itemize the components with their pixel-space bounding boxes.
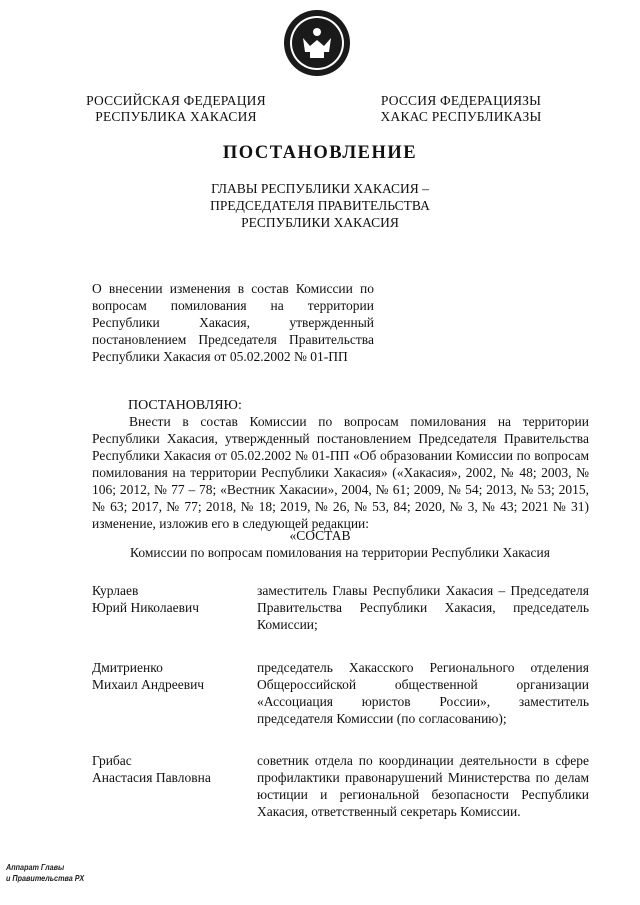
body-paragraph: Внести в состав Комиссии по вопросам помилования на территории Республики Хакасия, утвержденный постановлением Председателя Правительства Республики Хакасия от 05.02.2002 № 01-ПП «Об образовании Комиссии по вопросам помилования на территории Республики Хакасия» («Хакасия», 2002, № 48; 2003, № 106; 2012, № 77 – 78; «Вестник Хакасии», 2004, № 61; 2009, № 54; 2013, № 53; 2015, № 63; 2017, № 77; 2018, № 18; 2019, № 26, № 53, 84; 2020, № 3, № 43; 2021 № 31) изменение, изложив его в следующей редакции: xyxy=(92,414,589,531)
member-surname: Курлаев xyxy=(92,583,139,598)
member-name xyxy=(92,659,242,693)
issuer-line-1: ГЛАВЫ РЕСПУБЛИКИ ХАКАСИЯ – xyxy=(211,181,429,196)
list-heading: «СОСТАВ xyxy=(289,528,351,543)
header-left-line-1: РОССИЙСКАЯ ФЕДЕРАЦИЯ xyxy=(86,93,266,108)
document-type-title: ПОСТАНОВЛЕНИЕ xyxy=(222,143,418,163)
header-left-line-2: РЕСПУБЛИКА ХАКАСИЯ xyxy=(95,109,257,124)
member-given-names: Юрий Николаевич xyxy=(92,600,199,615)
decree-word: ПОСТАНОВЛЯЮ: xyxy=(128,398,242,413)
member-surname: Грибас xyxy=(92,753,132,768)
header-right xyxy=(372,93,550,125)
issuer-line-3: РЕСПУБЛИКИ ХАКАСИЯ xyxy=(241,215,399,230)
header-right-line-2: ХАКАС РЕСПУБЛИКАЗЫ xyxy=(380,109,542,124)
header-left xyxy=(86,93,266,125)
office-stamp-line-1: Аппарат Главы xyxy=(6,862,65,872)
subject-heading: О внесении изменения в состав Комиссии по вопросам помилования на территории Республики Хакасия, утвержденный постановлением Председателя Правительства Республики Хакасия от 05.02.2002 № 01-ПП xyxy=(92,281,374,364)
office-stamp-line-2: и Правительства РХ xyxy=(6,873,85,883)
member-surname: Дмитриенко xyxy=(92,660,163,675)
issuer-block xyxy=(180,180,460,231)
member-name xyxy=(92,582,242,616)
member-role: советник отдела по координации деятельности в сфере профилактики правонарушений Министерства по делам юстиции и региональной безопасности Республики Хакасия, ответственный секретарь Комиссии. xyxy=(257,753,589,819)
member-name xyxy=(92,752,242,786)
member-role: председатель Хакасского Регионального отделения Общероссийской общественной организации «Ассоциация юристов России», заместитель председателя Комиссии (по согласованию); xyxy=(257,660,589,726)
office-stamp xyxy=(6,862,84,884)
member-role: заместитель Главы Республики Хакасия – Председателя Правительства Республики Хакасия, председатель Комиссии; xyxy=(257,583,589,632)
member-given-names: Михаил Андреевич xyxy=(92,677,205,692)
issuer-line-2: ПРЕДСЕДАТЕЛЯ ПРАВИТЕЛЬСТВА xyxy=(210,198,430,213)
list-title: Комиссии по вопросам помилования на территории Республики Хакасия xyxy=(130,545,550,560)
coat-of-arms-emblem xyxy=(282,8,352,78)
header-right-line-1: РОССИЯ ФЕДЕРАЦИЯЗЫ xyxy=(380,93,542,108)
member-given-names: Анастасия Павловна xyxy=(92,770,211,785)
